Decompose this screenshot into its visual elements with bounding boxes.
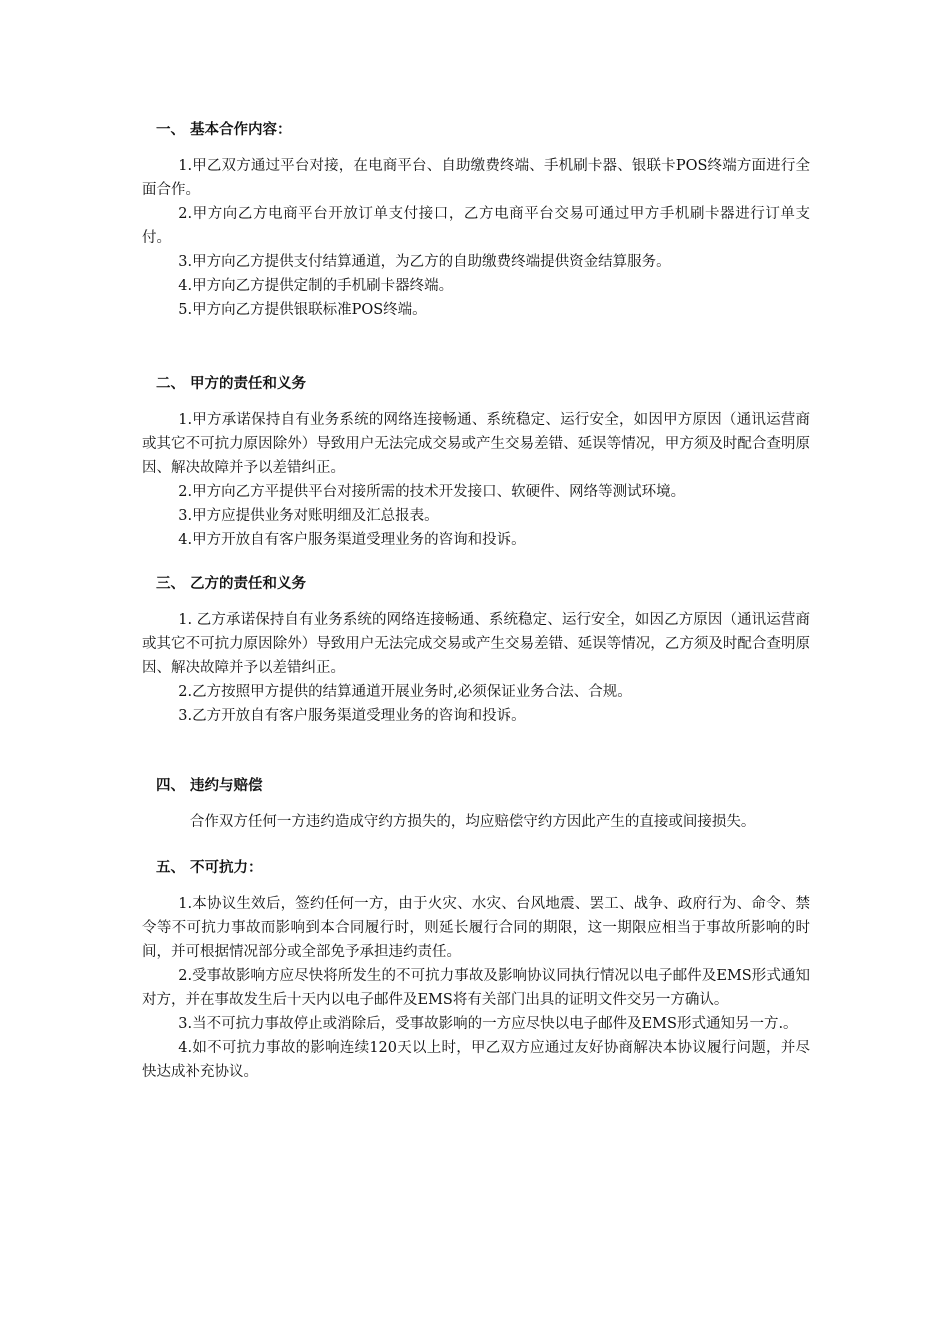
section-party-b-duties (142, 572, 810, 728)
section-number: 四、 (156, 778, 185, 794)
paragraph: 1. 乙方承诺保持自有业务系统的网络连接畅通、系统稳定、运行安全，如因乙方原因（通讯运营商或其它不可抗力原因除外）导致用户无法完成交易或产生交易差错、延误等情况，乙方须及时配合查明原因、解决故障并予以差错纠正。 (142, 612, 810, 676)
paragraph: 3.甲方应提供业务对账明细及汇总报表。 (178, 508, 439, 524)
section-heading (142, 774, 810, 798)
section-party-a-duties (142, 372, 810, 552)
section-heading (142, 118, 810, 142)
section-number: 一、 (156, 122, 185, 138)
paragraph: 5.甲方向乙方提供银联标准POS终端。 (178, 302, 427, 318)
paragraph: 3.当不可抗力事故停止或消除后，受事故影响的一方应尽快以电子邮件及EMS形式通知另一方.。 (178, 1016, 798, 1032)
section-number: 五、 (156, 860, 185, 876)
section-title: 甲方的责任和义务 (190, 376, 306, 392)
paragraph: 2.甲方向乙方平提供平台对接所需的技术开发接口、软硬件、网络等测试环境。 (178, 484, 686, 500)
section-heading (142, 856, 810, 880)
paragraph: 2.受事故影响方应尽快将所发生的不可抗力事故及影响协议同执行情况以电子邮件及EMS形式通知对方，并在事故发生后十天内以电子邮件及EMS将有关部门出具的证明文件交另一方确认。 (142, 968, 810, 1008)
section-title: 违约与赔偿 (190, 778, 263, 794)
paragraph: 2.甲方向乙方电商平台开放订单支付接口，乙方电商平台交易可通过甲方手机刷卡器进行订单支付。 (142, 206, 810, 246)
document-body (142, 108, 810, 1084)
section-title: 不可抗力： (190, 860, 263, 876)
section-number: 三、 (156, 576, 185, 592)
section-title: 基本合作内容： (190, 122, 292, 138)
paragraph: 3.乙方开放自有客户服务渠道受理业务的咨询和投诉。 (178, 708, 526, 724)
section-number: 二、 (156, 376, 185, 392)
section-heading (142, 372, 810, 396)
section-force-majeure (142, 856, 810, 1084)
section-heading (142, 572, 810, 596)
paragraph: 1.甲乙双方通过平台对接，在电商平台、自助缴费终端、手机刷卡器、银联卡POS终端方面进行全面合作。 (142, 158, 810, 198)
paragraph: 2.乙方按照甲方提供的结算通道开展业务时,必须保证业务合法、合规。 (178, 684, 632, 700)
paragraph: 4.甲方开放自有客户服务渠道受理业务的咨询和投诉。 (178, 532, 526, 548)
paragraph: 合作双方任何一方违约造成守约方损失的，均应赔偿守约方因此产生的直接或间接损失。 (189, 814, 756, 830)
section-breach-compensation (142, 774, 810, 834)
paragraph: 1.甲方承诺保持自有业务系统的网络连接畅通、系统稳定、运行安全，如因甲方原因（通讯运营商或其它不可抗力原因除外）导致用户无法完成交易或产生交易差错、延误等情况，甲方须及时配合查明原因、解决故障并予以差错纠正。 (142, 412, 810, 476)
section-title: 乙方的责任和义务 (190, 576, 306, 592)
paragraph: 4.甲方向乙方提供定制的手机刷卡器终端。 (178, 278, 454, 294)
paragraph: 1.本协议生效后，签约任何一方，由于火灾、水灾、台风地震、罢工、战争、政府行为、命令、禁令等不可抗力事故而影响到本合同履行时，则延长履行合同的期限，这一期限应相当于事故所影响的时间，并可根据情况部分或全部免予承担违约责任。 (142, 896, 810, 960)
section-basic-cooperation (142, 118, 810, 322)
paragraph: 3.甲方向乙方提供支付结算通道，为乙方的自助缴费终端提供资金结算服务。 (178, 254, 671, 270)
paragraph: 4.如不可抗力事故的影响连续120天以上时，甲乙双方应通过友好协商解决本协议履行问题，并尽快达成补充协议。 (142, 1040, 810, 1080)
